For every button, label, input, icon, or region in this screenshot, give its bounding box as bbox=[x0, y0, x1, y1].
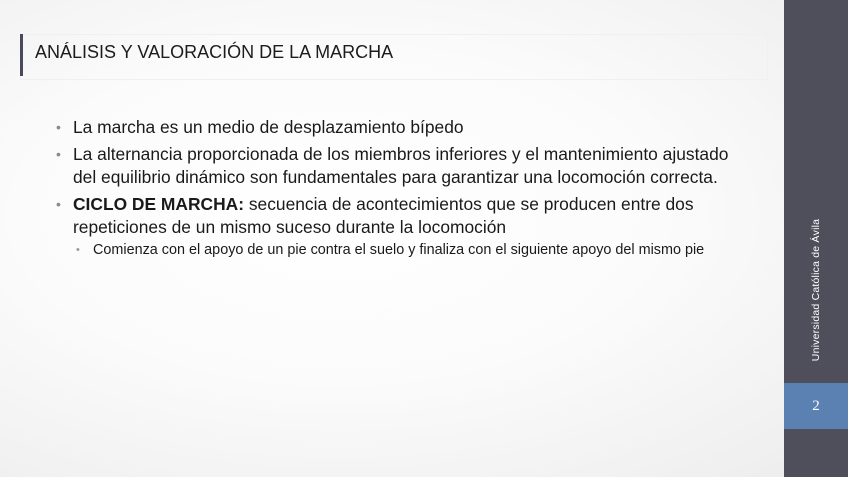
bullet-dot-icon: • bbox=[56, 119, 61, 135]
bullet-bold-term: CICLO DE MARCHA: bbox=[73, 194, 244, 214]
slide-content bbox=[56, 116, 746, 264]
bullet-item bbox=[56, 193, 746, 260]
institution-label: Universidad Católica de Ávila bbox=[810, 218, 822, 362]
bullet-text: La marcha es un medio de desplazamiento bípedo bbox=[73, 117, 464, 137]
page-number-box bbox=[784, 383, 848, 429]
bullet-item bbox=[56, 143, 746, 189]
slide-title: ANÁLISIS Y VALORACIÓN DE LA MARCHA bbox=[35, 42, 394, 62]
bullet-item bbox=[56, 116, 746, 139]
title-accent-bar bbox=[20, 34, 23, 76]
sub-bullet-text: Comienza con el apoyo de un pie contra el suelo y finaliza con el siguiente apoyo del mismo pie bbox=[93, 242, 705, 258]
sub-bullet-dot-icon: • bbox=[76, 244, 80, 256]
bullet-text: secuencia de acontecimientos que se producen entre dos repeticiones de un mismo suceso durante la locomoción bbox=[73, 194, 694, 237]
sub-bullet-item bbox=[56, 240, 746, 260]
bullet-dot-icon: • bbox=[56, 196, 61, 212]
page-number: 2 bbox=[812, 398, 820, 414]
bullet-dot-icon: • bbox=[56, 146, 61, 162]
bullet-text: La alternancia proporcionada de los miembros inferiores y el mantenimiento ajustado del equilibrio dinámico son fundamentales para garantizar una locomoción correcta. bbox=[73, 144, 729, 187]
